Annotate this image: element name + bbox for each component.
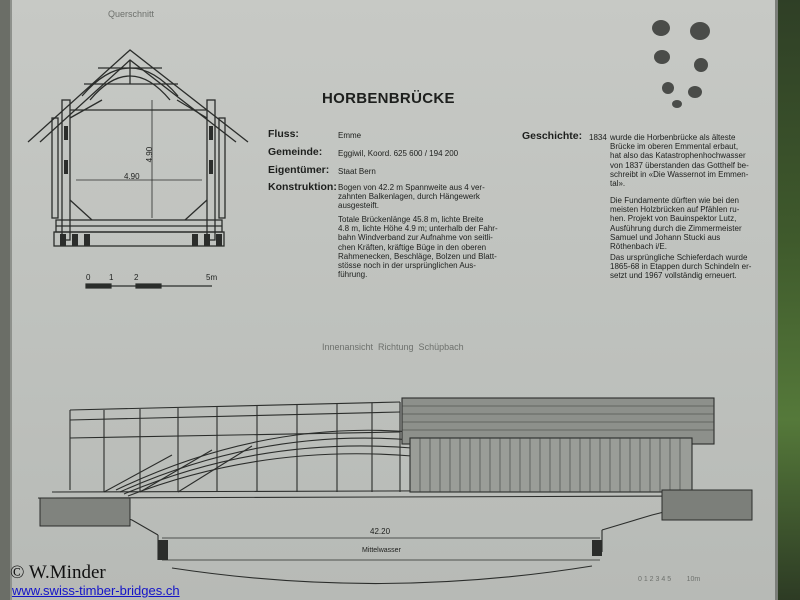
konstruktion-detail: Totale Brückenlänge 45.8 m, lichte Breite 4.8 m, lichte Höhe 4.9 m; unterhalb der Fahr- bahn Windverband zur Aufnahme von seitli- chen Kräften, kräftige Büge in den oberen Rahmenecken, Beschläge, Bolzen und Blatt- stösse noch in der ursprünglichen Aus- führung. <box>338 215 498 280</box>
info-sign-panel <box>10 0 778 600</box>
scale-tick-1: 1 <box>109 273 114 282</box>
field-label-gemeinde: Gemeinde: <box>268 146 323 158</box>
sign-title: HORBENBRÜCKE <box>322 90 455 107</box>
scale-tick-0: 0 <box>86 273 91 282</box>
field-value-konstruktion: Bogen von 42.2 m Spannweite aus 4 ver- zahnten Balkenlagen, durch Hängewerk ausgesteift. <box>338 183 485 211</box>
field-value-eigentuemer: Staat Bern <box>338 167 376 176</box>
elevation-label: Innenansicht Richtung Schüpbach <box>322 342 464 352</box>
cross-height-dim: 4.90 <box>145 146 155 163</box>
water-level-label: Mittelwasser <box>362 547 401 554</box>
elevation-scale: 0 1 2 3 4 5 10m <box>638 576 701 583</box>
geschichte-label: Geschichte: <box>522 130 583 142</box>
geschichte-paragraph-2: Die Fundamente dürften wie bei den meisten Holzbrücken auf Pfählen ru- hen. Projekt von Bauinspektor Lutz, Ausführung durch die Zimmermeister Samuel und Johann Stucki aus Röthenbach i/E. <box>610 196 742 252</box>
field-label-eigentuemer: Eigentümer: <box>268 164 330 176</box>
bridge-elevation-drawing <box>12 0 780 600</box>
geschichte-paragraph-3: Das ursprüngliche Schieferdach wurde 1865-68 in Etappen durch Schindeln er- setzt und 1967 vollständig erneuert. <box>610 253 752 281</box>
span-dimension: 42.20 <box>370 527 391 536</box>
cross-section-label: Querschnitt <box>108 9 155 19</box>
scale-tick-5m: 5m <box>206 273 218 282</box>
source-link[interactable]: www.swiss-timber-bridges.ch <box>12 583 180 598</box>
geschichte-year: 1834 <box>589 133 607 142</box>
field-value-fluss: Emme <box>338 131 362 140</box>
field-value-gemeinde: Eggiwil, Koord. 625 600 / 194 200 <box>338 149 459 158</box>
photo-copyright: © W.Minder <box>10 562 106 583</box>
geschichte-paragraph-1: wurde die Horbenbrücke als älteste Brücke im oberen Emmental erbaut, hat also das Katastrophenhochwasser von 1837 überstanden das Gotthelf be- schreibt in «Die Wassernot im Emmen- tal». <box>610 133 749 189</box>
cross-width-dim: 4.90 <box>124 172 140 181</box>
scale-tick-2: 2 <box>134 273 139 282</box>
field-label-fluss: Fluss: <box>268 128 299 140</box>
field-label-konstruktion: Konstruktion: <box>268 181 337 193</box>
